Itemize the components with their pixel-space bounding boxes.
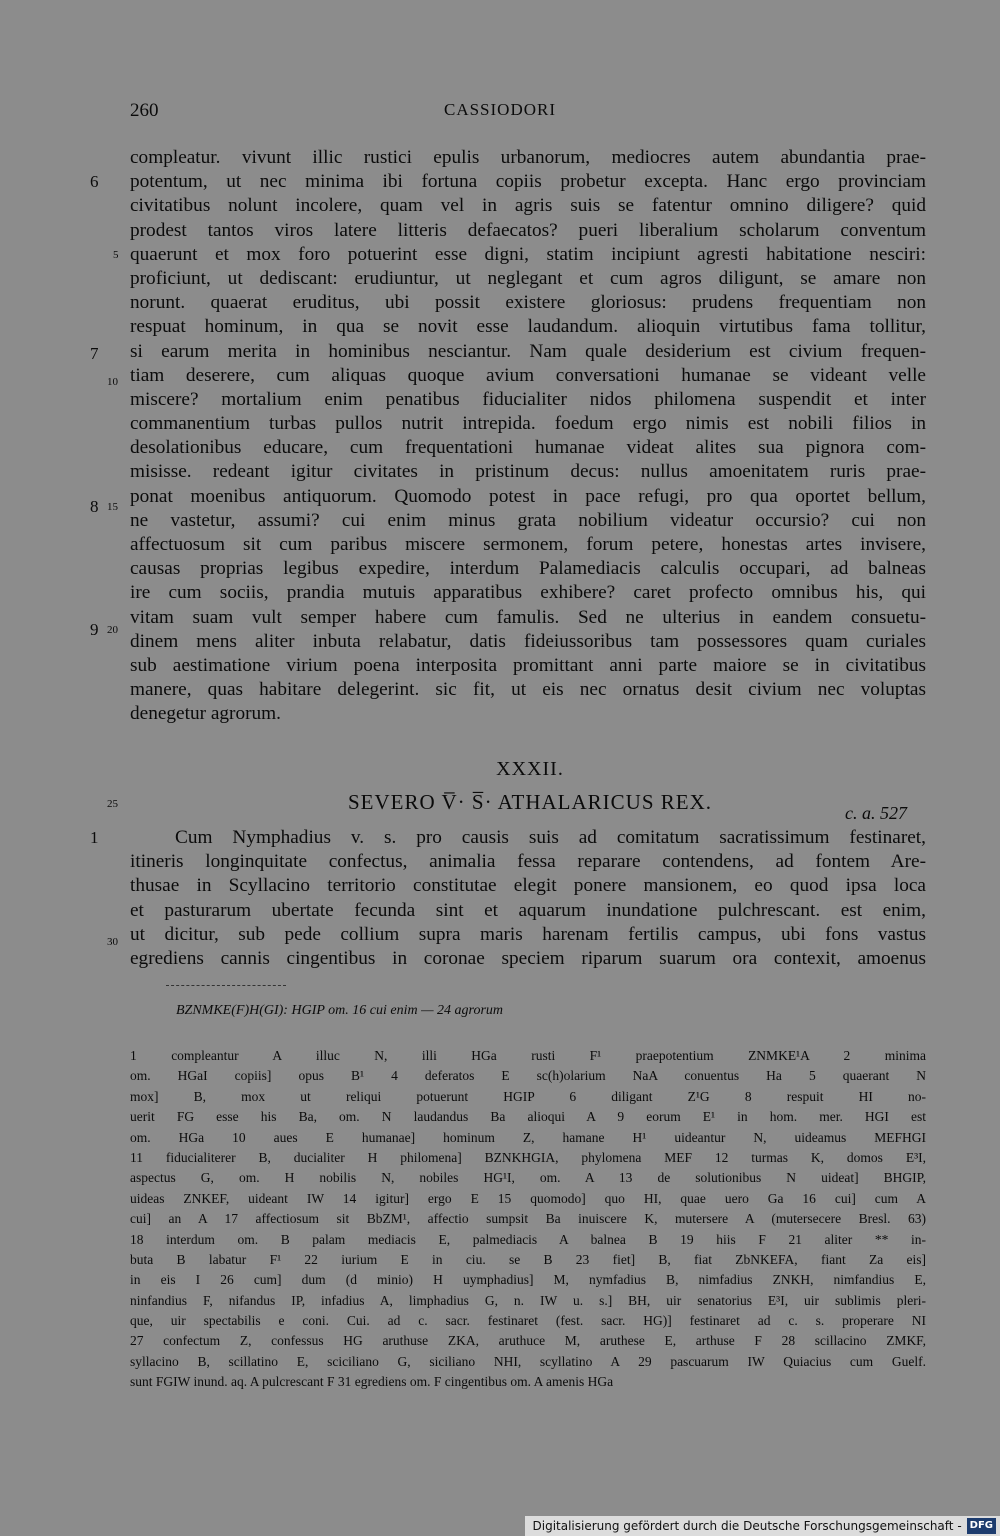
margin-line-number: 10 xyxy=(107,376,118,388)
section-number: XXXII. xyxy=(496,758,564,780)
text-line: ire cum sociis, prandia mutuis apparatibus exhibere? caret profecto omnibus his, qui xyxy=(130,582,926,604)
text-line: misisse. redeant igitur civitates in pristinum decus: nullus amoenitatem ruris prae- xyxy=(130,461,926,483)
apparatus-line: om. HGa 10 aues E humanae] hominum Z, hamane H¹ uideantur N, uideamus MEFHGI xyxy=(130,1129,926,1145)
margin-line-number: 30 xyxy=(107,936,118,948)
text-line: si earum merita in hominibus nesciantur. Nam quale desiderium est civium frequen- xyxy=(130,340,926,362)
margin-paragraph-number: 7 xyxy=(90,344,99,363)
letter-text xyxy=(130,826,926,971)
margin-line-number: 5 xyxy=(113,249,119,261)
margin-paragraph-number: 9 xyxy=(90,620,99,639)
apparatus-line: in eis I 26 cum] dum (d minio) H uymphadius] M, nymfadius B, nimfadius ZNKH, nimfandius E, xyxy=(130,1272,926,1288)
text-line: affectuosum sit cum paribus miscere sermonem, forum petere, honestas artes invisere, xyxy=(130,534,926,555)
date-note: c. a. 527 xyxy=(845,803,907,823)
margin-line-number: 25 xyxy=(107,798,118,810)
text-line: commanentium turbas pullos nutrit intrepida. foedum ergo nimis est nobili filios in xyxy=(130,413,926,435)
apparatus-line: 1 compleantur A illuc N, illi HGa rusti F¹ praepotentium ZNMKE¹A 2 minima xyxy=(130,1048,926,1063)
text-line: ne vastetur, assumi? cui enim minus grata nobilium videatur occursio? cui non xyxy=(130,509,926,531)
text-line: dinem mens aliter inbuta relabatur, datis fideiussoribus tam possessores quam curiales xyxy=(130,630,926,652)
apparatus-line: cui] an A 17 affectiosum sit BbZM¹, affectio sumpsit Ba inuiscere K, mutersere A (mutersecere Bresl. 63) xyxy=(130,1211,926,1227)
text-line: sub aestimatione virium poena interposita promittant anni parte maiore se in civitatibus xyxy=(130,654,926,676)
apparatus-line: uideas ZNKEF, uideant IW 14 igitur] ergo E 15 quomodo] quo HI, quae uero Ga 16 cui] cum A xyxy=(130,1190,926,1206)
text-line: ponat moenibus antiquorum. Quomodo potest in pace refugi, pro qua oportet bellum, xyxy=(130,485,926,507)
letter-heading: SEVERO V̅· S̅· ATHALARICUS REX. xyxy=(347,790,713,814)
dfg-logo: DFG xyxy=(967,1518,996,1534)
footer-credit-text: Digitalisierung gefördert durch die Deutsche Forschungsgemeinschaft - xyxy=(532,1519,962,1533)
apparatus-line: syllacino B, scillatino E, sciciliano G, siciliano NHI, scyllatino A 29 pascuarum IW Quiacius cum Guelf. xyxy=(130,1353,926,1369)
apparatus-line: om. HGaI copiis] opus B¹ 4 deferatos E sc(h)olarium NaA conuentus Ha 5 quaerant N xyxy=(130,1068,926,1084)
text-line: manere, quas habitare delegerint. sic fit, ut eis nec ornatus desit civium nec voluptas xyxy=(130,679,926,701)
text-line: desolationibus educare, cum frequentationi humanae videat alites sua pignora com- xyxy=(130,437,926,459)
text-line: norunt. quaerat eruditus, ubi possit existere gloriosus: prudens frequentiam non xyxy=(130,292,926,314)
text-line: prodest tantos viros latere litteris defaecatos? pueri liberalium scholarum conventum xyxy=(130,219,926,241)
text-line: Cum Nymphadius v. s. pro causis suis ad comitatum sacratissimum festinaret, xyxy=(175,827,926,848)
apparatus-line: aspectus G, om. H nobilis N, nobiles HG¹I, om. A 13 de solutionibus N uideat] BHGIP, xyxy=(130,1170,926,1186)
margin-paragraph-number: 1 xyxy=(90,828,99,847)
apparatus-line: ninfandius F, nifandus IP, infadius A, limphadius G, n. IW u. s.] BH, uir senatorius E³I, uir sublimis pleri- xyxy=(130,1292,926,1308)
apparatus-divider xyxy=(166,985,286,986)
apparatus-sigla: BZNMKE(F)H(GI): HGIP om. 16 cui enim — 24 agrorum xyxy=(176,1003,504,1018)
text-line: et pasturarum ubertate fecunda sint et aquarum inundatione pulchrescant. est enim, xyxy=(130,899,926,921)
apparatus-line: 11 fiducialiterer B, ducialiter H philomena] BZNKHGIA, phylomena MEF 12 turmas K, domos E³I, xyxy=(130,1149,926,1165)
text-line: proficiunt, ut dediscant: erudiuntur, ut neglegant et cum agros diligunt, se amare non xyxy=(130,267,926,289)
text-line: quaerunt et mox foro potuerint esse digni, statim incipiunt agresti habitatione nesciri: xyxy=(130,243,926,265)
apparatus-line: 18 interdum om. B palam mediacis E, palmediacis A balnea B 19 hiis F 21 aliter ** in- xyxy=(130,1231,926,1247)
running-title: CASSIODORI xyxy=(443,100,557,119)
apparatus-line: sunt FGIW inund. aq. A pulcrescant F 31 egrediens om. F cingentibus om. A amenis HGa xyxy=(130,1374,614,1390)
text-line: causas proprias legibus expedire, interdum Palamediacis calculis occupari, ad balneas xyxy=(130,558,926,580)
critical-apparatus xyxy=(130,1046,926,1393)
apparatus-line: buta B labatur F¹ 22 iurium E in ciu. se B 23 fiet] B, fiat ZbNKEFA, fiant Za eis] xyxy=(130,1251,926,1267)
apparatus-line: mox] B, mox ut reliqui potuerunt HGIP 6 diligant Z¹G 8 respuit HI no- xyxy=(130,1088,926,1104)
text-line: miscere? mortalium enim penatibus fiducialiter nidos philomena suspendit et inter xyxy=(130,388,926,410)
page-number: 260 xyxy=(130,100,159,121)
margin-line-number: 20 xyxy=(107,624,118,636)
text-line: itineris longinquitate confectus, animalia fessa reparare contendens, ad fontem Are- xyxy=(130,851,926,873)
text-line: ut dicitur, sub pede collium supra maris harenam fertilis campus, ubi fons vastus xyxy=(130,923,926,945)
text-line: compleatur. vivunt illic rustici epulis urbanorum, mediocres autem abundantia prae- xyxy=(130,147,926,168)
apparatus-line: 27 confectum Z, confessus HG aruthuse ZKA, aruthuce M, aruthese E, arthuse F 28 scillacino ZMKF, xyxy=(130,1333,926,1349)
text-line: potentum, ut nec minima ibi fortuna copiis probetur excepta. Hanc ergo provinciam xyxy=(130,171,926,193)
main-text xyxy=(130,146,926,727)
text-line: egrediens cannis cingentibus in coronae speciem riparum suarum ora contexit, amoenus xyxy=(130,947,926,969)
margin-line-number: 15 xyxy=(107,501,118,513)
text-line: denegetur agrorum. xyxy=(130,703,281,725)
footer-credit xyxy=(525,1516,1000,1536)
text-line: tiam deserere, cum aliquas quoque avium conversationi humanae se videant velle xyxy=(130,364,926,386)
margin-paragraph-number: 8 xyxy=(90,497,99,516)
text-line: respuat hominum, in qua se novit esse laudandum. alioquin virtutibus fama tollitur, xyxy=(130,316,926,338)
margin-paragraph-number: 6 xyxy=(90,172,99,191)
apparatus-line: uerit FG esse his Ba, om. N laudandus Ba alioqui A 9 eorum E¹ in hom. mer. HGI est xyxy=(130,1109,926,1125)
text-line: civitatibus nolunt incolere, quam vel in agris suis se fatentur omnino diligere? quid xyxy=(130,195,926,217)
text-line: thusae in Scyllacino territorio constitutae elegit ponere mansionem, eo quod ipsa loca xyxy=(130,875,926,897)
text-line: vitam suam vult semper habere cum famulis. Sed ne ulterius in eandem consuetu- xyxy=(130,606,926,628)
apparatus-line: que, uir spectabilis e coni. Cui. ad c. sacr. festinaret (fest. sacr. HG)] festinaret ad c. s. properare NI xyxy=(130,1313,926,1329)
